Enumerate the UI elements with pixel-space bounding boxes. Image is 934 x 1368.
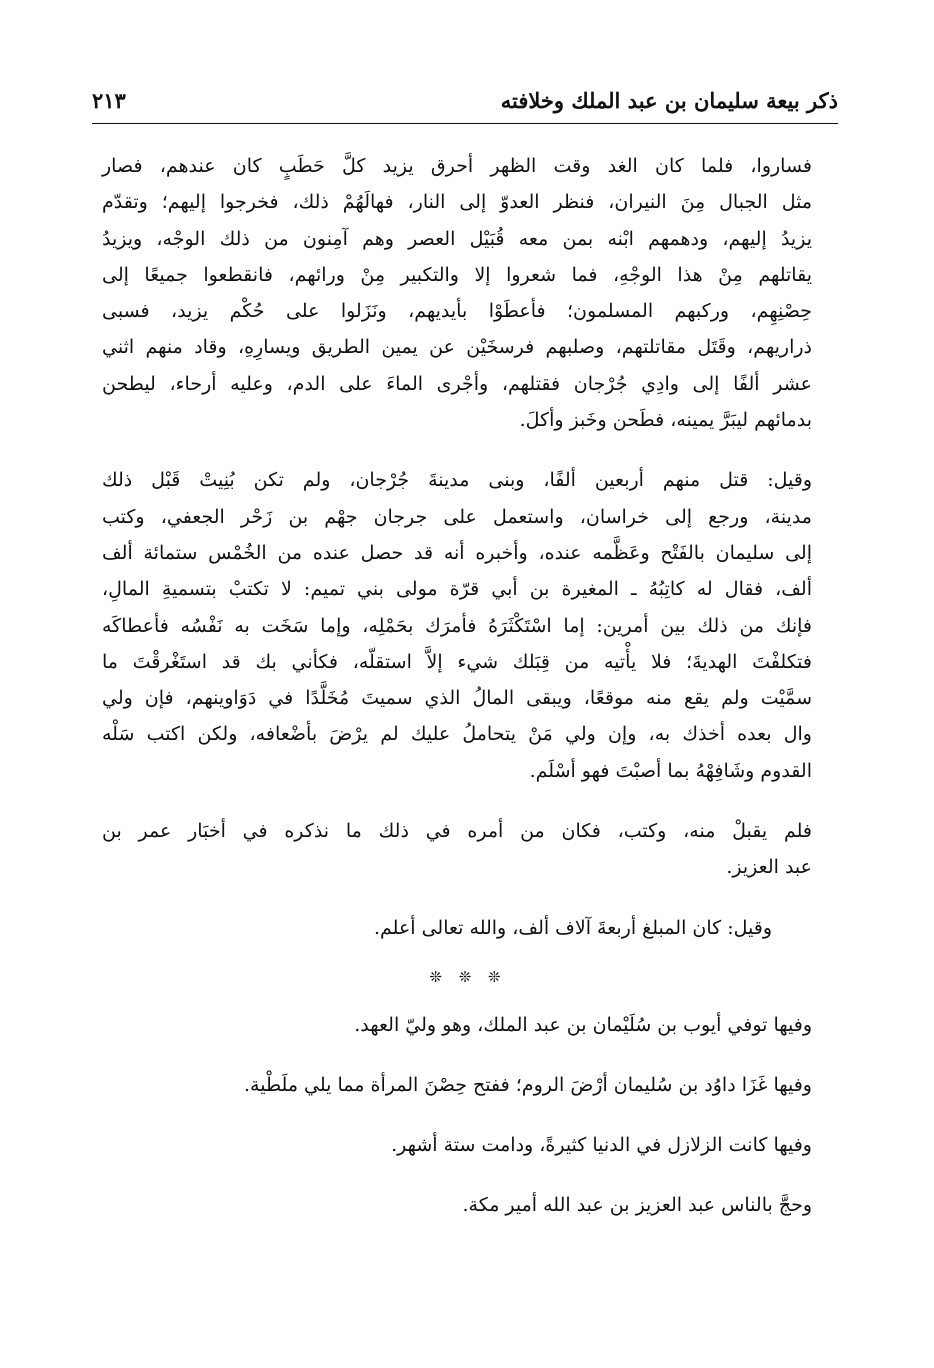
text-line: سمَّيْت ولم يقع منه موقعًا، ويبقى المالُ الذي سميتَ مُخَلَّدًا في دَوَاوينهم، فإن ولي (102, 687, 812, 710)
running-title: ذكر بيعة سليمان بن عبد الملك وخلافته (500, 88, 838, 113)
text-line: حِصْنِهِم، وركبهم المسلمون؛ فأعطَوْا بأيديهم، ونَزَلوا على حُكْم يزيد، فسبى (102, 300, 812, 323)
text-line: مدينة، ورجع إلى خراسان، واستعمل على جرجان جهْم بن زَحْر الجعفي، وكتب (102, 505, 812, 528)
page-header (92, 84, 838, 120)
text-line: ألف، فقال له كاتِبُهُ ـ المغيرة بن أبي قرّة مولى بني تميم: لا تكتبْ بتسميةِ المالِ، (102, 578, 812, 601)
page-number: ٢١٣ (92, 88, 126, 113)
text-line: عبد العزيز. (726, 856, 812, 879)
paragraph-3 (102, 813, 834, 886)
event-line: وفيها كانت الزلازل في الدنيا كثيرةً، ودامت ستة أشهر. (391, 1133, 812, 1156)
event-line: وفيها غَزَا داوُد بن سُليمان أرْضَ الروم؛ ففتح حِصْنَ المرأة مما يلي ملَطْية. (244, 1073, 812, 1096)
text-line: وقيل: قتل منهم أربعين ألفًا، وبنى مدينةَ جُرْجان، ولم تكن بُنِيتْ قَبْل ذلك (102, 469, 812, 492)
text-line: فلم يقبلْ منه، وكتب، فكان من أمره في ذلك ما نذكره في أخبَار عمر بن (102, 820, 812, 843)
paragraph-1 (102, 148, 834, 438)
text-line: إلى سليمان بالفَتْح وعَظَّمه عنده، وأخبره أنه قد حصل عنده من الخُمْس ستمائة ألف (102, 541, 812, 564)
note-line: وقيل: كان المبلغ أربعةَ آلاف ألف، والله تعالى أعلم. (373, 916, 772, 939)
header-rule (92, 123, 838, 124)
text-line: فساروا، فلما كان الغد وقت الظهر أحرق يزيد كلَّ حَطَبٍ كان عندهم، فصار (102, 155, 812, 177)
section-separator: ❊ ❊ ❊ (429, 967, 507, 986)
text-line: فتكلفْتَ الهديةَ؛ فلا يأْتيه من قِبَلك شيء إلاَّ استقلّه، فكأني بك قد استَغْرقْتَ ما (102, 650, 812, 673)
text-line: يزيدُ إليهم، ودهمهم ابْنه بمن معه قُبَيْل العصر وهم آمِنون من ذلك الوجْه، ويزيدُ (102, 227, 812, 250)
text-line: وال بعده أخذك به، وإن ولي مَنْ يتحاملُ عليك لم يرْضَ بأضْعافه، ولكن اكتب سَلْه (102, 723, 812, 746)
text-line: فإنك من ذلك بين أمرين: إما اسْتَكْثَرَهُ فأمرَك بحَمْلِه، وإما سَخَت به نَفْسُه فأعطاكَه (102, 614, 812, 637)
text-line: مثل الجبال مِنَ النيران، فنظر العدوّ إلى النار، فهالَهُمْ ذلك، فخرجوا إليهم؛ وتقدّم (102, 191, 812, 214)
text-line: بدمائهم ليبَرَّ يمينه، فطَحن وخَبز وأكلَ. (519, 409, 812, 432)
event-line: وفيها توفي أيوب بن سُلَيْمان بن عبد الملك، وهو وليّ العهد. (354, 1013, 812, 1036)
event-line: وحجَّ بالناس عبد العزيز بن عبد الله أمير مكة. (462, 1193, 812, 1216)
text-line: ذراريهم، وقَتَل مقاتلتهم، وصلبهم فرسخَيْن عن يمين الطريق ويسارِهِ، وقاد منهم اثني (102, 336, 812, 359)
paragraph-2 (102, 462, 834, 789)
text-line: القدوم وشَافِهْهُ بما أصبْتَ فهو أسْلَم. (529, 759, 812, 782)
page-body (102, 148, 834, 1248)
text-line: يقاتلهم مِنْ هذا الوجْهِ، فما شعروا إلا والتكبير مِنْ ورائهم، فانقطعوا جميعًا إلى (102, 263, 812, 286)
text-line: عشر ألفًا إلى وادِي جُرْجان فقتلهم، وأجْرى الماءَ على الدم، وعليه أرحاء، ليطحن (102, 372, 812, 395)
